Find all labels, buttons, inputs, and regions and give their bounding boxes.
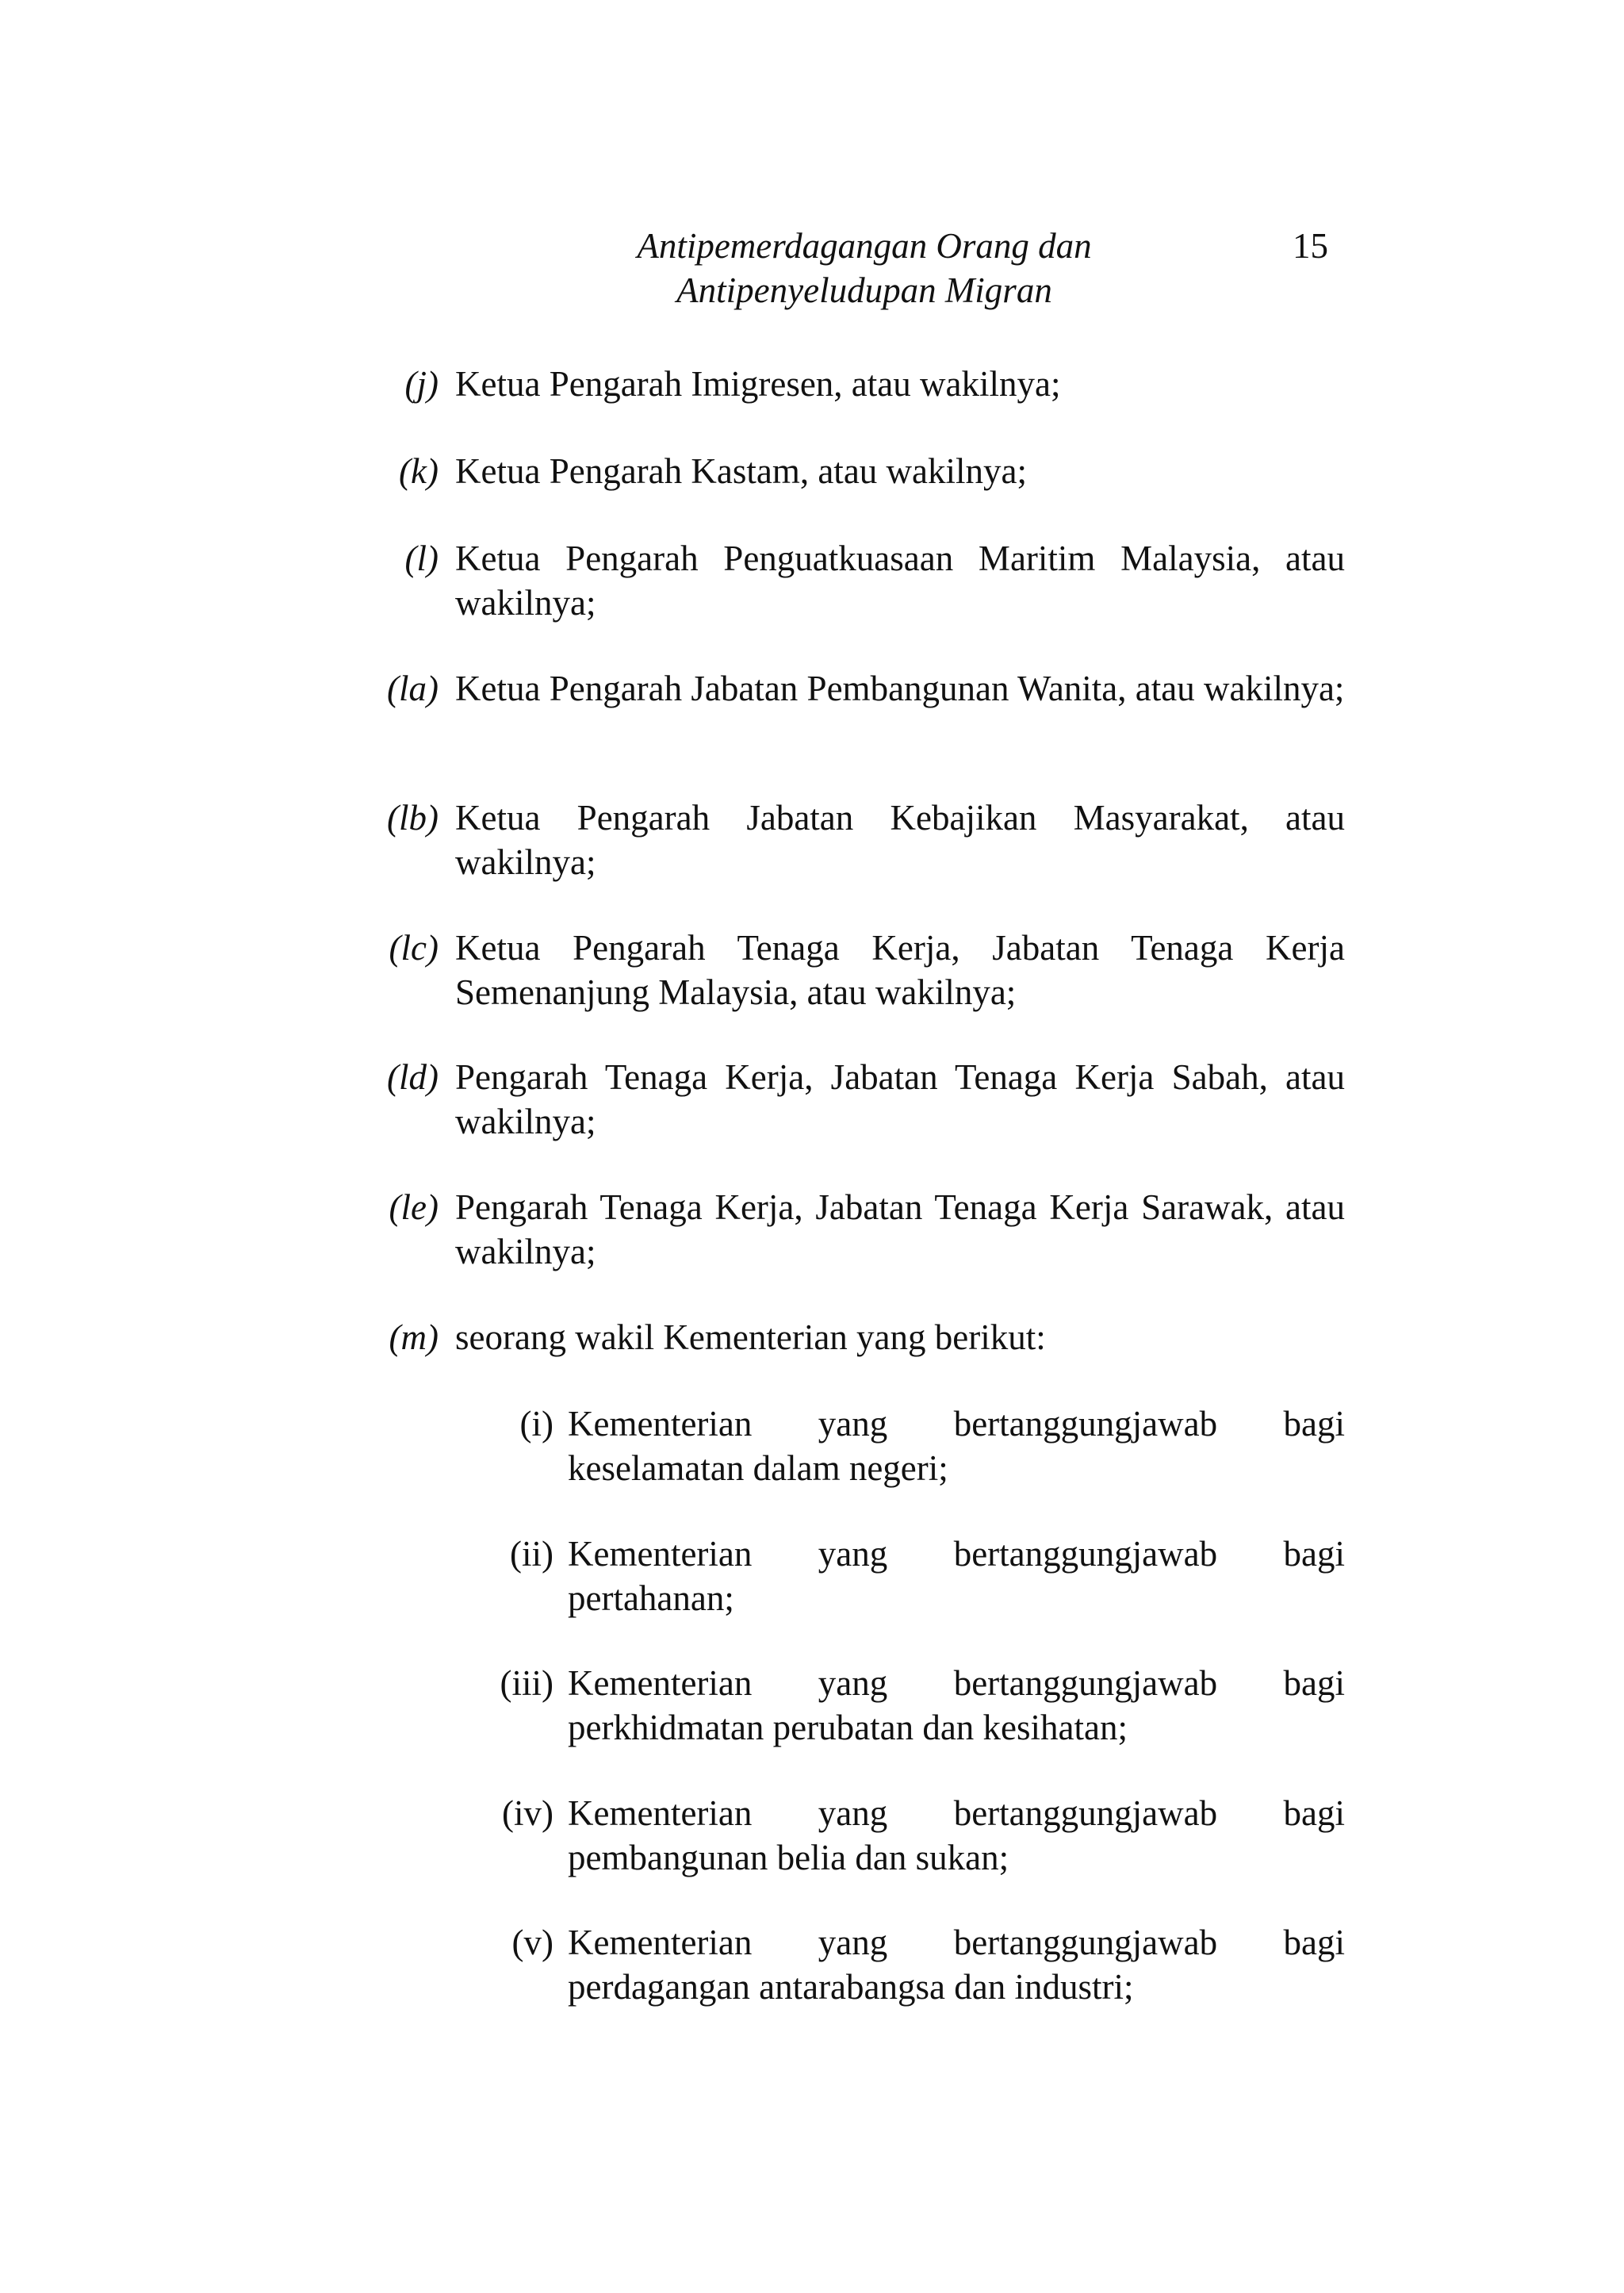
running-title-line-2: Antipenyeludupan Migran bbox=[676, 270, 1052, 310]
item-text: Ketua Pengarah Penguatkuasaan Maritim Malaysia, atau wakilnya; bbox=[455, 539, 1345, 623]
item-label: (lc) bbox=[389, 928, 439, 968]
item-label: (k) bbox=[399, 451, 439, 491]
running-title-line-1: Antipemerdagangan Orang dan bbox=[637, 226, 1092, 266]
sub-item-label: (v) bbox=[511, 1923, 553, 1962]
item-label: (lb) bbox=[387, 798, 439, 838]
item-text: Ketua Pengarah Kastam, atau wakilnya; bbox=[455, 451, 1027, 491]
sub-item-text: Kementerian yang bertanggungjawab bagi perdagangan antarabangsa dan industri; bbox=[568, 1923, 1345, 2007]
item-label: (ld) bbox=[387, 1057, 439, 1097]
page-number: 15 bbox=[1293, 226, 1328, 266]
item-label: (m) bbox=[389, 1317, 439, 1357]
item-text: Pengarah Tenaga Kerja, Jabatan Tenaga Kerja Sabah, atau wakilnya; bbox=[455, 1057, 1345, 1141]
item-text: Pengarah Tenaga Kerja, Jabatan Tenaga Kerja Sarawak, atau wakilnya; bbox=[455, 1187, 1345, 1271]
item-text: Ketua Pengarah Jabatan Pembangunan Wanita, atau wakilnya; bbox=[455, 669, 1345, 708]
sub-item-label: (i) bbox=[519, 1404, 553, 1444]
item-text: seorang wakil Kementerian yang berikut: bbox=[455, 1317, 1046, 1357]
item-label: (la) bbox=[387, 669, 439, 708]
sub-item-label: (ii) bbox=[510, 1534, 553, 1574]
sub-item-text: Kementerian yang bertanggungjawab bagi keselamatan dalam negeri; bbox=[568, 1404, 1345, 1488]
item-text: Ketua Pengarah Imigresen, atau wakilnya; bbox=[455, 364, 1061, 404]
sub-item-label: (iv) bbox=[502, 1793, 553, 1833]
sub-item-text: Kementerian yang bertanggungjawab bagi pertahanan; bbox=[568, 1534, 1345, 1618]
item-text: Ketua Pengarah Jabatan Kebajikan Masyarakat, atau wakilnya; bbox=[455, 798, 1345, 882]
sub-item-text: Kementerian yang bertanggungjawab bagi perkhidmatan perubatan dan kesihatan; bbox=[568, 1663, 1345, 1747]
sub-item-label: (iii) bbox=[500, 1663, 553, 1703]
item-label: (le) bbox=[389, 1187, 439, 1227]
item-text: Ketua Pengarah Tenaga Kerja, Jabatan Tenaga Kerja Semenanjung Malaysia, atau wakilnya; bbox=[455, 928, 1345, 1012]
item-label: (j) bbox=[404, 364, 439, 404]
item-label: (l) bbox=[404, 539, 439, 578]
sub-item-text: Kementerian yang bertanggungjawab bagi pembangunan belia dan sukan; bbox=[568, 1793, 1345, 1877]
running-title bbox=[508, 224, 1221, 313]
